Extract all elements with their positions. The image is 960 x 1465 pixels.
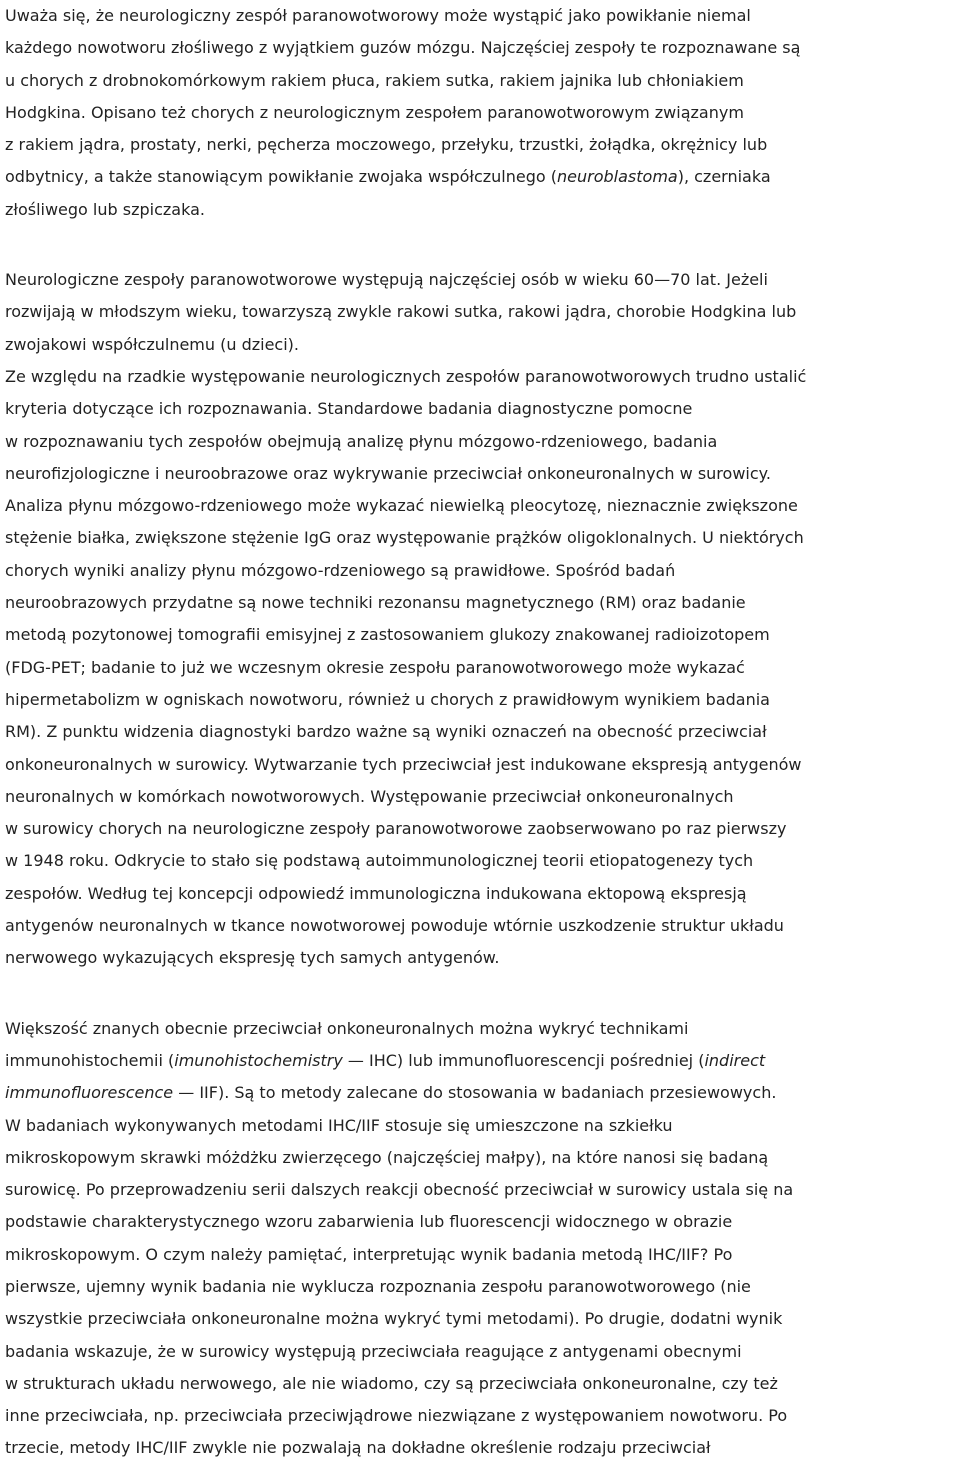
text-segment: odbytnicy, a także stanowiącym powikłanie zwojaka współczulnego ( bbox=[5, 167, 558, 187]
text-line: Większość znanych obecnie przeciwciał onkoneuronalnych można wykryć technikami bbox=[5, 1018, 689, 1038]
text-line: w surowicy chorych na neurologiczne zespoły paranowotworowe zaobserwowano po raz pierwszy bbox=[5, 819, 787, 839]
text-line: wszystkie przeciwciała onkoneuronalne można wykryć tymi metodami). Po drugie, dodatni wynik bbox=[5, 1309, 783, 1329]
text-line-mixed bbox=[5, 1045, 957, 1077]
text-line: zwojakowi współczulnemu (u dzieci). bbox=[5, 334, 299, 354]
text-line: rozwijają w młodszym wieku, towarzyszą zwykle rakowi sutka, rakowi jądra, chorobie Hodgkina lub bbox=[5, 302, 797, 322]
italic-term: imunohistochemistry bbox=[174, 1050, 343, 1070]
text-line: inne przeciwciała, np. przeciwciała przeciwjądrowe niezwiązane z występowaniem nowotworu. Po bbox=[5, 1406, 788, 1426]
italic-term: indirect bbox=[704, 1050, 766, 1070]
text-line: antygenów neuronalnych w tkance nowotworowej powoduje wtórnie uszkodzenie struktur układu bbox=[5, 916, 784, 936]
document-page bbox=[5, 0, 957, 1465]
text-line: metodą pozytonowej tomografii emisyjnej z zastosowaniem glukozy znakowanej radioizotopem bbox=[5, 625, 770, 645]
text-line: pierwsze, ujemny wynik badania nie wyklucza rozpoznania zespołu paranowotworowego (nie bbox=[5, 1276, 751, 1296]
paragraph-2 bbox=[5, 264, 957, 975]
text-line: Hodgkina. Opisano też chorych z neurologicznym zespołem paranowotworowym związanym bbox=[5, 102, 744, 122]
text-line: neuronalnych w komórkach nowotworowych. Występowanie przeciwciał onkoneuronalnych bbox=[5, 786, 734, 806]
text-segment: ), czerniaka bbox=[677, 167, 771, 187]
text-line: w strukturach układu nerwowego, ale nie wiadomo, czy są przeciwciała onkoneuronalne, czy też bbox=[5, 1373, 778, 1393]
text-line: W badaniach wykonywanych metodami IHC/IIF stosuje się umieszczone na szkiełku bbox=[5, 1115, 673, 1135]
text-line: surowicę. Po przeprowadzeniu serii dalszych reakcji obecność przeciwciał w surowicy ustala się na bbox=[5, 1180, 794, 1200]
text-line: onkoneuronalnych w surowicy. Wytwarzanie tych przeciwciał jest indukowane ekspresją antygenów bbox=[5, 754, 802, 774]
text-segment: — IIF). Są to metody zalecane do stosowania w badaniach przesiewowych. bbox=[173, 1083, 777, 1103]
text-line: każdego nowotworu złośliwego z wyjątkiem guzów mózgu. Najczęściej zespoły te rozpoznawane są bbox=[5, 38, 801, 58]
text-line: mikroskopowym skrawki móżdżku zwierzęcego (najczęściej małpy), na które nanosi się badaną bbox=[5, 1147, 769, 1167]
paragraph-3 bbox=[5, 1013, 957, 1465]
text-line: Analiza płynu mózgowo-rdzeniowego może wykazać niewielką pleocytozę, nieznacznie zwiększone bbox=[5, 496, 798, 516]
text-line: stężenie białka, zwiększone stężenie IgG oraz występowanie prążków oligoklonalnych. U niektórych bbox=[5, 528, 804, 548]
text-line: podstawie charakterystycznego wzoru zabarwienia lub fluorescencji widocznego w obrazie bbox=[5, 1212, 733, 1232]
text-line: Neurologiczne zespoły paranowotworowe występują najczęściej osób w wieku 60—70 lat. Jeżeli bbox=[5, 270, 768, 290]
italic-term: immunofluorescence bbox=[5, 1083, 174, 1103]
text-line: chorych wyniki analizy płynu mózgowo-rdzeniowego są prawidłowe. Spośród badań bbox=[5, 560, 676, 580]
text-line: trzecie, metody IHC/IIF zwykle nie pozwalają na dokładne określenie rodzaju przeciwciał bbox=[5, 1438, 711, 1458]
text-line: mikroskopowym. O czym należy pamiętać, interpretując wynik badania metodą IHC/IIF? Po bbox=[5, 1244, 733, 1264]
text-line: neuroobrazowych przydatne są nowe techniki rezonansu magnetycznego (RM) oraz badanie bbox=[5, 593, 746, 613]
text-line: Uważa się, że neurologiczny zespół paranowotworowy może wystąpić jako powikłanie niemal bbox=[5, 6, 751, 25]
text-line: (FDG-PET; badanie to już we wczesnym okresie zespołu paranowotworowego może wykazać bbox=[5, 657, 745, 677]
text-line: z rakiem jądra, prostaty, nerki, pęcherza moczowego, przełyku, trzustki, żołądka, okrężnicy lub bbox=[5, 135, 768, 155]
text-line-mixed bbox=[5, 1077, 957, 1109]
text-line-mixed bbox=[5, 161, 957, 193]
text-line: RM). Z punktu widzenia diagnostyki bardzo ważne są wyniki oznaczeń na obecność przeciwciał bbox=[5, 722, 767, 742]
text-line: Ze względu na rzadkie występowanie neurologicznych zespołów paranowotworowych trudno ustalić bbox=[5, 366, 807, 386]
text-line: zespołów. Według tej koncepcji odpowiedź immunologiczna indukowana ektopową ekspresją bbox=[5, 883, 747, 903]
italic-term: neuroblastoma bbox=[557, 167, 678, 187]
text-line: w rozpoznawaniu tych zespołów obejmują analizę płynu mózgowo-rdzeniowego, badania bbox=[5, 431, 718, 451]
text-line: nerwowego wykazujących ekspresję tych samych antygenów. bbox=[5, 948, 500, 968]
text-segment: immunohistochemii ( bbox=[5, 1050, 175, 1070]
text-line: badania wskazuje, że w surowicy występują przeciwciała reagujące z antygenami obecnymi bbox=[5, 1341, 742, 1361]
text-line: hipermetabolizm w ogniskach nowotworu, również u chorych z prawidłowym wynikiem badania bbox=[5, 689, 770, 709]
paragraph-1 bbox=[5, 0, 957, 226]
text-line: neurofizjologiczne i neuroobrazowe oraz wykrywanie przeciwciał onkoneuronalnych w surowicy. bbox=[5, 463, 771, 483]
text-segment: — IHC) lub immunofluorescencji pośredniej ( bbox=[342, 1050, 705, 1070]
text-line: w 1948 roku. Odkrycie to stało się podstawą autoimmunologicznej teorii etiopatogenezy tych bbox=[5, 851, 754, 871]
text-line: u chorych z drobnokomórkowym rakiem płuca, rakiem sutka, rakiem jajnika lub chłoniakiem bbox=[5, 70, 744, 90]
text-line: kryteria dotyczące ich rozpoznawania. Standardowe badania diagnostyczne pomocne bbox=[5, 399, 693, 419]
text-line: złośliwego lub szpiczaka. bbox=[5, 199, 205, 219]
